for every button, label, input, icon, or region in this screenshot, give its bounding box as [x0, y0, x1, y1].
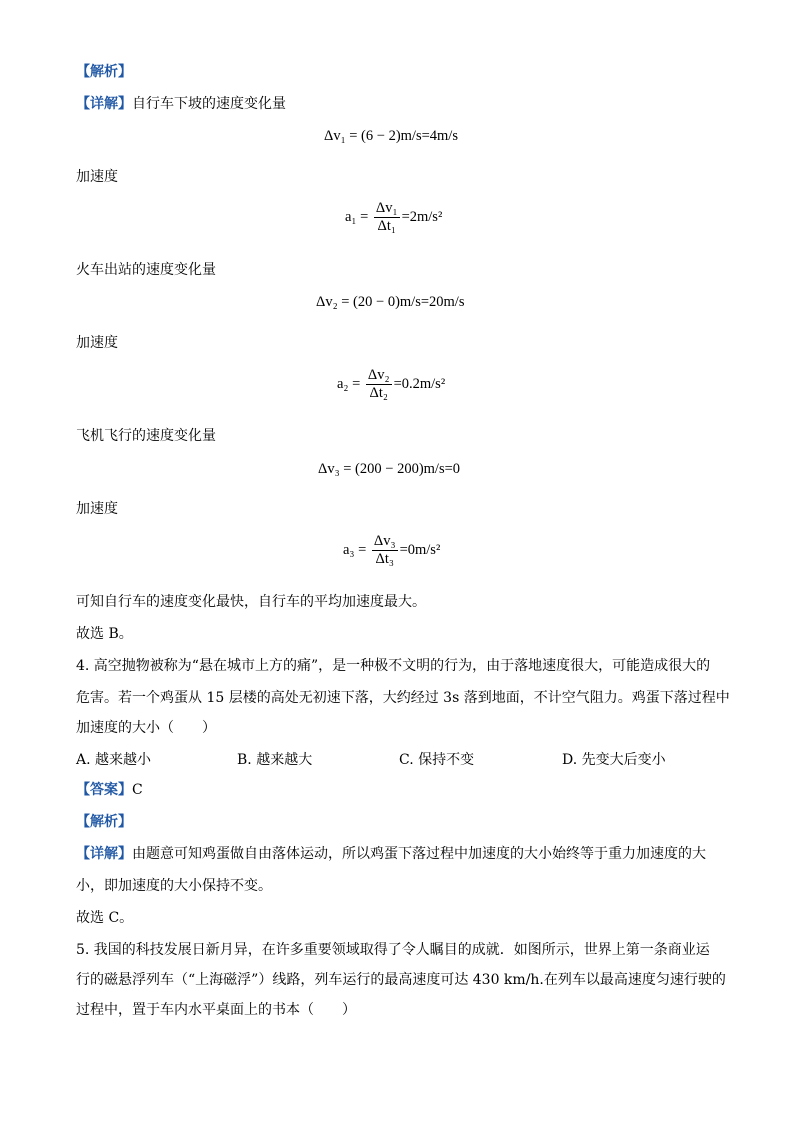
- analysis-heading-2: [76, 812, 132, 832]
- question4-line1: 4. 高空抛物被称为“悬在城市上方的痛”，是一种极不文明的行为，由于落地速度很大，可能造成很大的: [76, 658, 711, 674]
- detail-tag: 【详解】: [76, 96, 132, 112]
- answer-tag: 【答案】: [76, 782, 132, 798]
- equation-lhs: a₃ =: [343, 541, 370, 558]
- fraction-denominator: Δt₂: [369, 385, 388, 401]
- equation-delta-v2: Δv₂ = (20 − 0)m/s=20m/s: [316, 294, 465, 310]
- acceleration-label-2: 加速度: [76, 335, 118, 351]
- fraction-numerator: Δv₂: [367, 367, 390, 383]
- question4-line3: 加速度的大小（ ）: [76, 720, 216, 736]
- equation-rhs: =0.2m/s²: [393, 375, 446, 392]
- detail-line-egg-2: 小，即加速度的大小保持不变。: [76, 878, 272, 894]
- equation-a3: [343, 533, 440, 568]
- equation-rhs: =0m/s²: [399, 541, 441, 558]
- conclusion-text: 可知自行车的速度变化最快，自行车的平均加速度最大。: [76, 594, 426, 610]
- equation-lhs: a₁ =: [345, 208, 372, 225]
- question5-line1: 5. 我国的科技发展日新月异，在许多重要领域取得了令人瞩目的成就．如图所示，世界上第一条商业运: [76, 942, 710, 958]
- answer-line: [76, 780, 143, 800]
- question5-line3: 过程中，置于车内水平桌面上的书本（ ）: [76, 1002, 356, 1018]
- acceleration-label-3: 加速度: [76, 501, 118, 517]
- fraction-numerator: Δv₃: [373, 533, 396, 549]
- analysis-tag: 【解析】: [76, 64, 132, 80]
- detail-line-bicycle: [76, 94, 286, 114]
- detail-tag: 【详解】: [76, 846, 132, 862]
- fraction: [366, 367, 392, 402]
- analysis-tag: 【解析】: [76, 814, 132, 830]
- plane-change-label: 飞机飞行的速度变化量: [76, 428, 216, 444]
- equation-a1: [345, 200, 442, 235]
- fraction-numerator: Δv₁: [375, 200, 398, 216]
- fraction: [372, 533, 398, 568]
- option-a: A. 越来越小: [76, 752, 152, 768]
- question4-line2: 危害。若一个鸡蛋从 15 层楼的高处无初速下落，大约经过 3s 落到地面，不计空气阻力。鸡蛋下落过程中: [76, 690, 730, 706]
- question5-line2: 行的磁悬浮列车（“上海磁浮”）线路，列车运行的最高速度可达 430 km/h.在列车以最高速度匀速行驶的: [76, 972, 726, 988]
- option-c: C. 保持不变: [399, 752, 475, 768]
- fraction-denominator: Δt₃: [375, 551, 394, 567]
- answer-value: C: [132, 782, 143, 798]
- equation-delta-v1: Δv₁ = (6 − 2)m/s=4m/s: [324, 128, 458, 144]
- equation-lhs: a₂ =: [337, 375, 364, 392]
- train-change-label: 火车出站的速度变化量: [76, 262, 216, 278]
- acceleration-label-1: 加速度: [76, 169, 118, 185]
- option-d: D. 先变大后变小: [562, 752, 666, 768]
- detail-line-egg: [76, 844, 706, 864]
- option-b: B. 越来越大: [237, 752, 313, 768]
- analysis-heading-1: [76, 62, 132, 82]
- choose-b-text: 故选 B。: [76, 626, 133, 642]
- detail-text: 自行车下坡的速度变化量: [132, 96, 286, 112]
- fraction: [374, 200, 400, 235]
- equation-a2: [337, 367, 445, 402]
- detail-text: 由题意可知鸡蛋做自由落体运动，所以鸡蛋下落过程中加速度的大小始终等于重力加速度的大: [132, 846, 706, 862]
- equation-rhs: =2m/s²: [401, 208, 443, 225]
- fraction-denominator: Δt₁: [377, 218, 396, 234]
- choose-c-text: 故选 C。: [76, 910, 134, 926]
- equation-delta-v3: Δv₃ = (200 − 200)m/s=0: [318, 461, 461, 477]
